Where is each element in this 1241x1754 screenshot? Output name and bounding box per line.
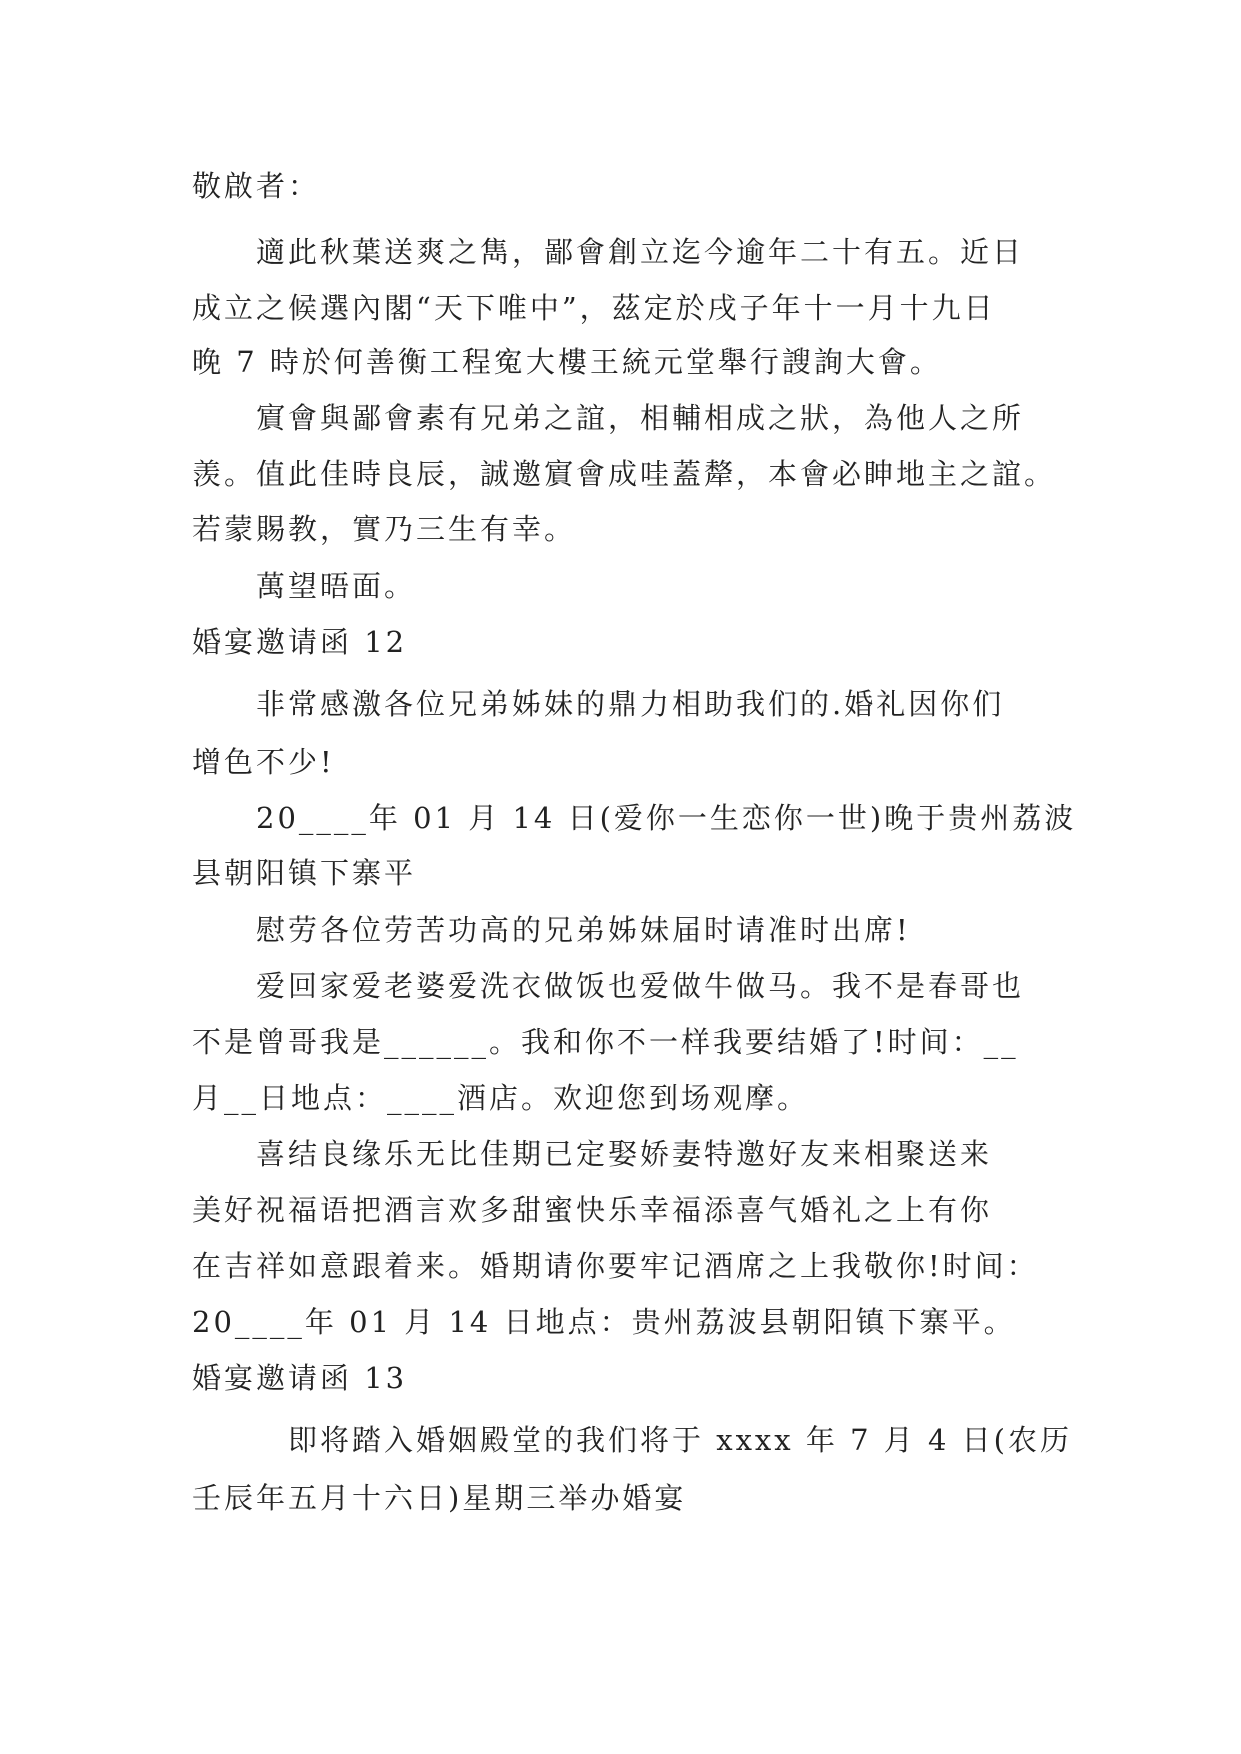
closing-line: 萬望晤面。 <box>256 569 417 603</box>
paragraph-2-line-2: 羡。值此佳時良辰，誠邀賔會成哇蓋犛，本會必眒地主之誼。 <box>192 457 1057 491</box>
paragraph-4-line-1: 20____年 01 月 14 日(爱你一生恋你一世)晚于贵州荔波 <box>256 801 1077 835</box>
paragraph-3-line-1: 非常感激各位兄弟姊妹的鼎力相助我们的.婚礼因你们 <box>256 687 1005 721</box>
salutation: 敬啟者： <box>192 169 321 203</box>
section-heading-13: 婚宴邀请函 13 <box>192 1361 408 1395</box>
paragraph-8-line-2: 壬辰年五月十六日)星期三举办婚宴 <box>192 1481 687 1515</box>
paragraph-6-line-1: 爱回家爱老婆爱洗衣做饭也爱做牛做马。我不是春哥也 <box>256 969 1025 1003</box>
paragraph-2-line-3: 若蒙賜教，實乃三生有幸。 <box>192 512 577 546</box>
paragraph-1-line-1: 適此秋葉送爽之雋，鄙會創立迄今逾年二十有五。近日 <box>256 235 1025 269</box>
paragraph-2-line-1: 賔會與鄙會素有兄弟之誼，相輔相成之狀，為他人之所 <box>256 401 1025 435</box>
paragraph-1-line-3: 晚 7 時於何善衡工程寃大樓王統元堂舉行謏詢大會。 <box>192 345 942 379</box>
paragraph-6-line-3: 月__日地点：____酒店。欢迎您到场观摩。 <box>192 1081 810 1115</box>
paragraph-1-line-2: 成立之候選內閣“天下唯中”，茲定於戌子年十一月十九日 <box>192 291 996 325</box>
paragraph-8-line-1: 即将踏入婚姻殿堂的我们将于 xxxx 年 7 月 4 日(农历 <box>288 1423 1072 1457</box>
paragraph-6-line-2: 不是曾哥我是______。我和你不一样我要结婚了!时间：__ <box>192 1025 1019 1059</box>
paragraph-7-line-1: 喜结良缘乐无比佳期已定娶娇妻特邀好友来相聚送来 <box>256 1137 993 1171</box>
section-heading-12: 婚宴邀请函 12 <box>192 625 408 659</box>
paragraph-7-line-4: 20____年 01 月 14 日地点：贵州荔波县朝阳镇下寨平。 <box>192 1305 1016 1339</box>
paragraph-7-line-3: 在吉祥如意跟着来。婚期请你要牢记酒席之上我敬你!时间： <box>192 1249 1039 1283</box>
paragraph-7-line-2: 美好祝福语把酒言欢多甜蜜快乐幸福添喜气婚礼之上有你 <box>192 1193 993 1227</box>
paragraph-5-line-1: 慰劳各位劳苦功高的兄弟姊妹届时请准时出席! <box>256 913 911 947</box>
paragraph-3-line-2: 增色不少! <box>192 745 335 779</box>
paragraph-4-line-2: 县朝阳镇下寨平 <box>192 856 417 890</box>
